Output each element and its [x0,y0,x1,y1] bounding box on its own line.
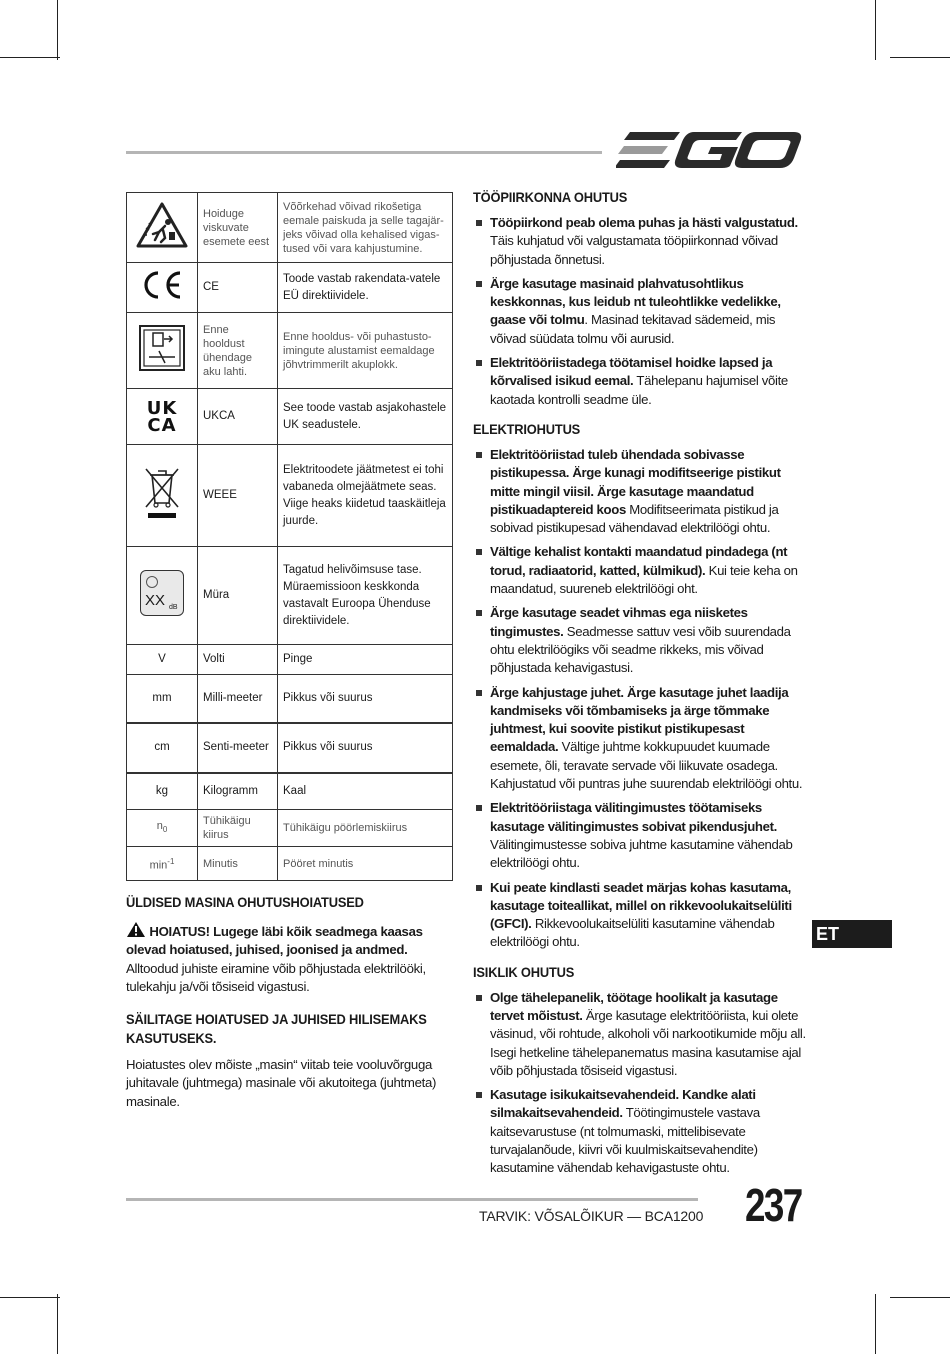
crop-mark [0,1297,60,1298]
symbol-description: Toode vastab rakendata-vatele EÜ direktiividele. [278,263,453,313]
table-row [127,847,453,881]
section-heading: ELEKTRIOHUTUS [473,420,581,437]
list-item [473,1086,808,1177]
section-heading: TÖÖPIIRKONNA OHUTUS [473,189,628,205]
list-item-bold: Ärge kasutage seadet vihmas ega niisketes tingimustes. [490,605,748,639]
noise-speaker-icon [146,576,158,588]
symbol-description: Pikkus või suurus [278,675,453,723]
list-item [473,354,808,409]
machine-definition-text: Hoiatustes olev mõiste „masin“ viitab teie vooluvõrguga juhitavale (juhtmega) masinale või akutoitega (juhtmeta) masinale. [126,1057,437,1109]
list-item [473,879,808,952]
symbol-name: CE [198,263,278,313]
table-row [127,645,453,675]
bullet-square-icon [476,690,482,696]
list-item-text: Tähelepanu hajumisel võite kaotada kontrolli seadme üle. [490,373,788,407]
symbol-name: Enne hooldust ühendage aku lahti. [198,313,278,389]
list-item [473,989,808,1080]
warning-text: Alltoodud juhiste eiramine võib põhjustada elektrilööki, tulekahju ja/või tõsiseid vigastusi. [126,960,426,994]
list-item-bold: Elektritööriistad tuleb ühendada sobivasse pistikupessa. Ärge kunagi modifitseerige pistikut mitte mingil viisil. Ärge kasutage maandatud pistikuadaptereid koos [490,446,781,517]
weee-bin-icon [142,465,182,521]
list-item-bold: Olge tähelepanelik, töötage hoolikalt ja kasutage tervet mõistust. [490,989,778,1023]
noise-level-value: XX [145,591,166,609]
crop-mark [890,1297,950,1298]
list-item-text: Vältige juhtme kokkupuudet kuumade esemete, õli, teravate servade või liikuvate osadega. Kahjustatud või puntras juhe suurendab elektrilöögi ohtu. [490,739,803,792]
table-row [127,773,453,810]
list-item-text: . Masinad tekitavad sädemeid, mis võivad süüdata tolmu või aurusid. [490,312,776,346]
symbol-cell: mm [127,675,198,723]
list-item-bold: Kui peate kindlasti seadet märjas kohas kasutama, kasutage toiteallikat, millel on rikkevoolukaitselüliti (GFCI). [490,879,792,932]
bullet-square-icon [476,360,482,366]
list-item-text: Kui teie keha on maandatud, suureneb elektrilöögi oht. [490,562,798,597]
bullet-list [473,446,808,952]
list-item-bold: Tööpiirkond peab olema puhas ja hästi valgustatud. [490,215,798,230]
list-item-text: Modifitseerimata pistikud ja sobivad pistikupesad vähendavad elektrilöögi ohtu. [490,501,779,536]
symbol-cell [127,847,198,881]
footer-text: TARVIK: VÕSALÕIKUR — BCA1200 [479,1208,704,1224]
language-tab: ET [812,920,892,948]
symbol-n: n [156,819,163,832]
symbol-cell [127,193,198,263]
table-row [127,263,453,313]
list-item [473,543,808,598]
list-item [473,275,808,348]
table-row [127,389,453,445]
symbol-name: Volti [198,645,278,675]
noise-level-unit: dB [169,603,178,611]
header-rule [126,151,602,154]
symbol-cell: V [127,645,198,675]
table-row [127,313,453,389]
symbol-n-subscript: 0 [162,825,168,835]
bullet-square-icon [476,220,482,226]
disconnect-battery-icon [137,323,187,373]
bullet-square-icon [476,610,482,616]
warning-bold-text: HOIATUS! Lugege läbi kõik seadmega kaasas olevad hoiatused, juhised, joonised ja andmed. [126,924,423,958]
symbol-name: WEEE [198,445,278,547]
symbol-description: Enne hooldus- või puhastusto-imingute alustamist eemaldage jõhvtrimmerilt akuplokk. [278,313,453,389]
symbol-description: Pööret minutis [278,847,453,881]
symbol-cell: cm [127,723,198,773]
symbol-cell [127,389,198,445]
bullet-square-icon [476,452,482,458]
bullet-square-icon [476,885,482,891]
symbol-name: Müra [198,547,278,645]
list-item-bold: Vältige kehalist kontakti maandatud pindadega (nt torud, radiaatorid, katted, külmikud). [490,544,788,578]
list-item-bold: Elektritööriistaga välitingimustes töötamiseks kasutage välitingimustes sobivat pikendusjuhet. [490,800,777,834]
crop-mark [0,57,60,58]
symbol-name: Hoiduge viskuvate esemete eest [198,193,278,263]
bullet-list [473,989,808,1178]
safety-sections [473,189,808,1184]
symbol-cell [127,263,198,313]
general-warnings-section [126,894,456,1111]
symbol-cell [127,313,198,389]
crop-mark [875,1294,876,1354]
ukca-mark-top: UK [146,397,178,419]
ukca-mark-bottom: CA [147,414,177,436]
symbol-name: Minutis [198,847,278,881]
bullet-square-icon [476,549,482,555]
symbol-name: UKCA [198,389,278,445]
bullet-square-icon [476,995,482,1001]
symbol-cell [127,810,198,847]
symbol-description: See toode vastab asjakohastele UK seadustele. [278,389,453,445]
list-item [473,684,808,794]
general-warnings-heading: ÜLDISED MASINA OHUTUSHOIATUSED [126,894,364,910]
symbol-name: Milli-meeter [198,675,278,723]
warning-triangle-icon [126,921,146,938]
symbol-cell [127,445,198,547]
section-heading: ISIKLIK OHUTUS [473,963,575,980]
list-item-text: Ärge kasutage elektritööriista, kui olete väsinud, või rohtude, alkoholi või narkootikumide mõju all. Isegi hetkeline tähelepanematus masina kasutamise ajal võib põhjustada tõsiseid vigastusi. [490,1007,806,1078]
list-item [473,214,808,269]
noise-level-icon [140,570,184,616]
table-row [127,193,453,263]
bullet-square-icon [476,281,482,287]
list-item [473,446,808,537]
symbol-min-superscript: -1 [167,856,175,866]
crop-mark [890,57,950,58]
save-instructions-heading: SÄILITAGE HOIATUSED JA JUHISED HILISEMAKS KASUTUSEKS. [126,1011,427,1047]
symbol-description: Tühikäigu pöörlemiskiirus [278,810,453,847]
bullet-list [473,214,808,409]
symbol-description: Elektritoodete jäätmetest ei tohi vabaneda olmejäätmete seas. Viige heaks kiidetud taaskäitleja juurde. [278,445,453,547]
bullet-square-icon [476,805,482,811]
list-item-bold: Elektritööriistadega töötamisel hoidke lapsed ja kõrvalised isikud eemal. [490,355,773,389]
list-item [473,799,808,872]
crop-mark [875,0,876,60]
symbol-description: Pinge [278,645,453,675]
symbol-name: Tühikäigu kiirus [198,810,278,847]
ego-logo [616,126,802,174]
table-row [127,723,453,773]
table-row [127,675,453,723]
list-item-text: Töötingimustele vastava kaitsevarustuse (nt tolmumaski, mittelibisevate turvajalanõude, kiivri või kuulmiskaitsevahendite) kasutamine vähendab kehavigastuste ohtu. [490,1105,760,1176]
list-item-bold: Ärge kasutage masinaid plahvatusohtlikus keskkonnas, kus leidub nt tuleohtlikke vedelikke, gaase või tolmu [490,275,781,328]
list-item-text: Rikkevoolukaitselüliti kasutamine vähendab elektrilöögi ohtu. [490,916,775,950]
list-item-text: Seadmesse sattuv vesi võib suurendada ohtu elektrilöögiks või seadme rikkeks, mis võivad põhjustada kehavigastusi. [490,623,791,676]
symbol-cell: kg [127,773,198,810]
table-row [127,547,453,645]
list-item-bold: Kasutage isikukaitsevahendeid. Kandke alati silmakaitsevahendeid. [490,1087,756,1121]
symbols-table [126,192,453,881]
footer-rule [126,1198,698,1201]
symbol-min: min [149,859,168,872]
symbol-cell [127,547,198,645]
list-item [473,604,808,677]
symbol-name: Senti-meeter [198,723,278,773]
ce-mark-icon [140,270,184,300]
table-row [127,810,453,847]
crop-mark [57,1294,58,1354]
table-row [127,445,453,547]
warning-paragraph [126,921,456,996]
symbol-description: Võõrkehad võivad rikošetiga eemale paiskuda ja selle tagajär-jeks võivad olla kehalised vigas-tused või vara kahjustumine. [278,193,453,263]
warning-thrown-objects-icon [135,200,189,250]
bullet-square-icon [476,1092,482,1098]
crop-mark [57,0,58,60]
page-number: 237 [745,1179,802,1231]
symbol-description: Kaal [278,773,453,810]
list-item-text: Välitingimustesse sobiva juhtme kasutamine vähendab elektrilöögi ohtu. [490,836,793,871]
symbol-name: Kilogramm [198,773,278,810]
list-item-bold: Ärge kahjustage juhet. Ärge kasutage juhet laadija kandmiseks või tõmbamiseks ja ärge tõmmake juhtmest, kui soovite pistikut pistikupesast eemaldada. [490,684,789,755]
symbol-description: Tagatud helivõimsuse tase. Müraemissioon keskkonda vastavalt Euroopa Ühenduse direktiividele. [278,547,453,645]
ukca-mark-icon [129,397,195,436]
list-item-text: Täis kuhjatud või valgustamata tööpiirkonnad võivad põhjustada õnnetusi. [490,233,778,267]
symbol-description: Pikkus või suurus [278,723,453,773]
